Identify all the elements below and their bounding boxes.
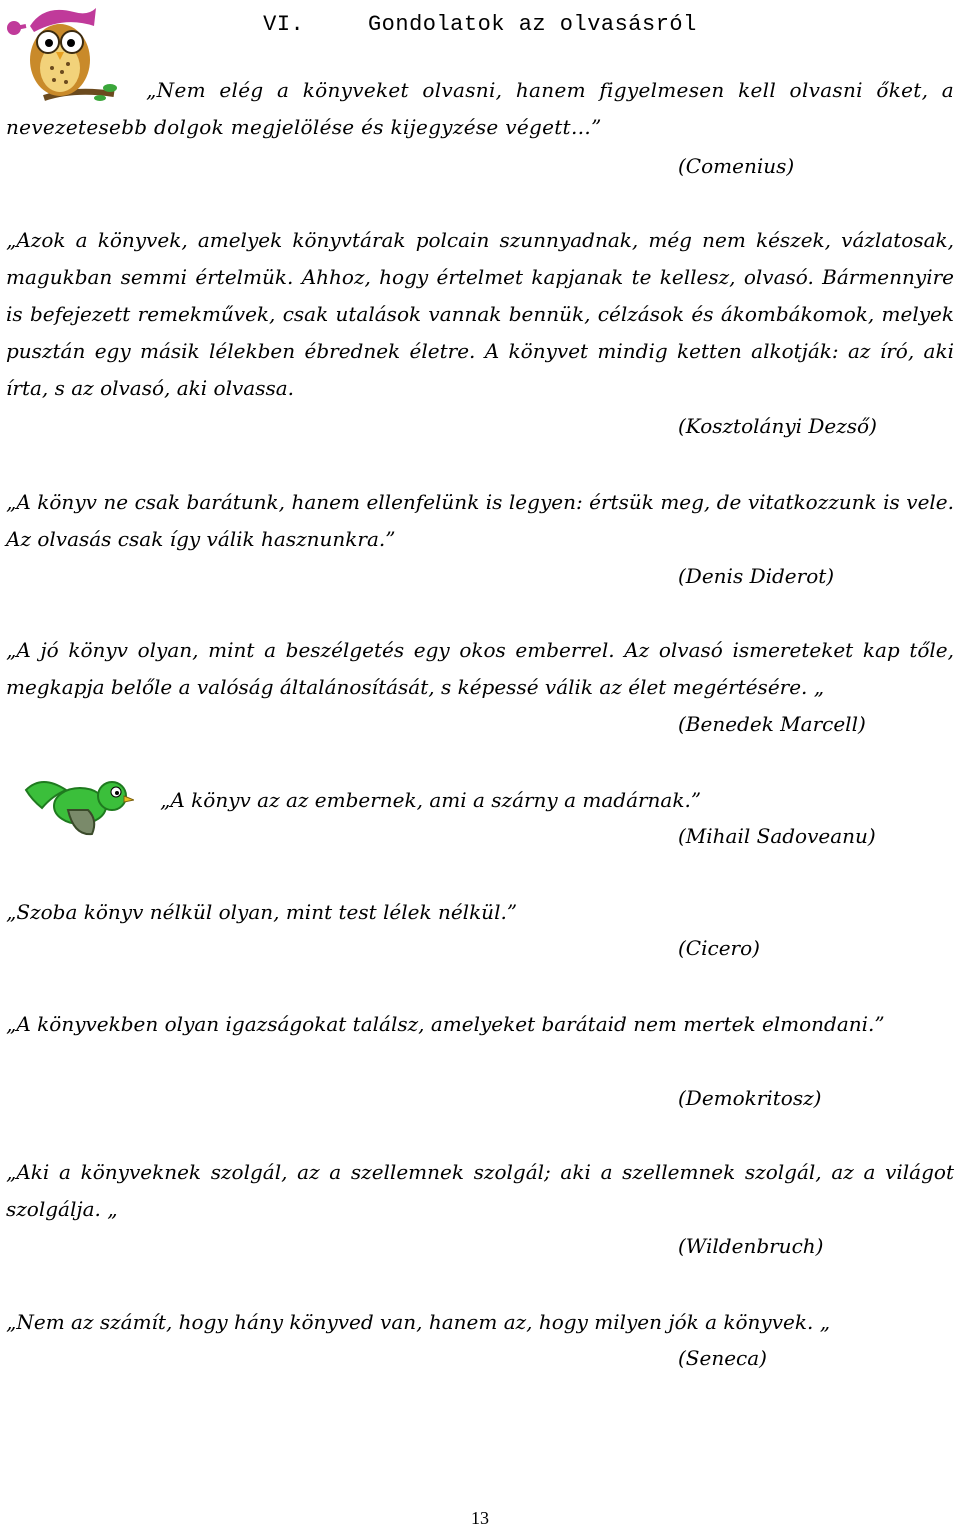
quote-4: „A jó könyv olyan, mint a beszélgetés egy okos emberrel. Az olvasó ismereteket kap tőle, megkapja belőle a valóság általánosítását, s képessé válik az élet megértésére. „ bbox=[6, 638, 954, 699]
page-number: 13 bbox=[471, 1508, 489, 1528]
quote-9: „Nem az számít, hogy hány könyved van, hanem az, hogy milyen jók a könyvek. „ bbox=[6, 1310, 831, 1334]
quote-9-author: (Seneca) bbox=[678, 1346, 767, 1370]
quote-7: „A könyvekben olyan igazságokat találsz, amelyeket barátaid nem mertek elmondani.” bbox=[6, 1012, 885, 1036]
quote-2: „Azok a könyvek, amelyek könyvtárak polcain szunnyadnak, még nem készek, vázlatosak, magukban semmi értelmük. Ahhoz, hogy értelmet kapjanak te kellesz, olvasó. Bármennyire is befejezett remekművek, csak utalások vannak bennük, célzások és ákombákomok, melyek pusztán egy másik lélekben ébrednek életre. A könyvet mindig ketten alkotják: az író, aki írta, s az olvasó, aki olvassa. bbox=[6, 228, 954, 400]
bird-illustration-icon bbox=[22, 770, 134, 840]
quote-3-author: (Denis Diderot) bbox=[678, 564, 835, 588]
quote-8-author: (Wildenbruch) bbox=[678, 1234, 824, 1258]
quote-3: „A könyv ne csak barátunk, hanem ellenfelünk is legyen: értsük meg, de vitatkozzunk is vele. Az olvasás csak így válik hasznunkra.” bbox=[6, 490, 954, 551]
chapter-number: VI. bbox=[263, 12, 305, 37]
quote-8: „Aki a könyveknek szolgál, az a szellemnek szolgál; aki a szellemnek szolgál, az a világot szolgálja. „ bbox=[6, 1160, 954, 1221]
quote-2-author: (Kosztolányi Dezső) bbox=[678, 414, 877, 438]
page-header bbox=[0, 12, 960, 37]
quote-6: „Szoba könyv nélkül olyan, mint test lélek nélkül.” bbox=[6, 900, 518, 924]
chapter-title: Gondolatok az olvasásról bbox=[367, 12, 697, 37]
quote-6-author: (Cicero) bbox=[678, 936, 760, 960]
quote-1: „Nem elég a könyveket olvasni, hanem figyelmesen kell olvasni őket, a nevezetesebb dolgok megjelölése és kijegyzése végett…” bbox=[6, 78, 954, 139]
quote-4-author: (Benedek Marcell) bbox=[678, 712, 866, 736]
quote-1-author: (Comenius) bbox=[678, 154, 795, 178]
quote-7-author: (Demokritosz) bbox=[678, 1086, 822, 1110]
quote-5: „A könyv az az embernek, ami a szárny a madárnak.” bbox=[160, 788, 702, 812]
quote-5-author: (Mihail Sadoveanu) bbox=[678, 824, 876, 848]
